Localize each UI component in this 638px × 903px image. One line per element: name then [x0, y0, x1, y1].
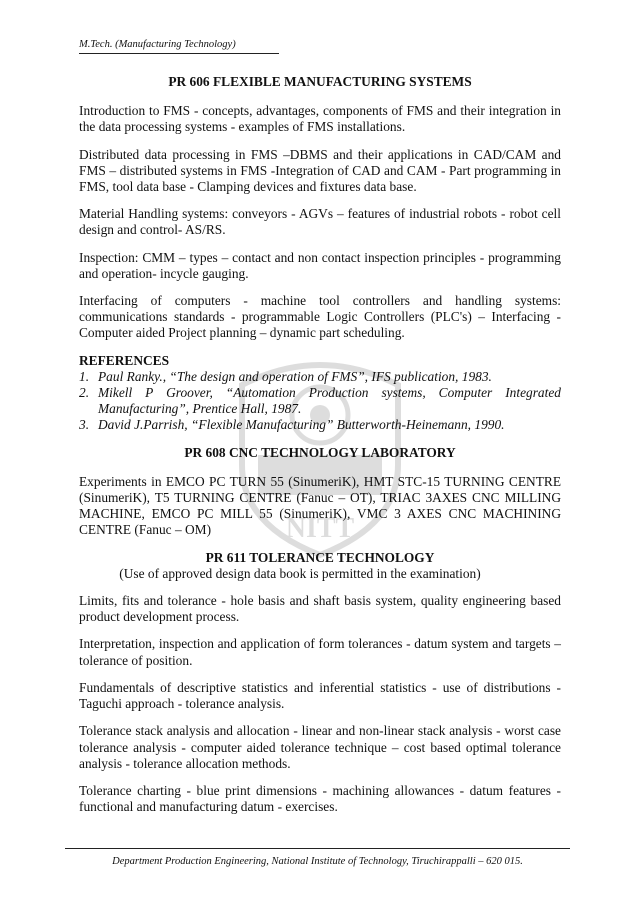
paragraph: Interfacing of computers - machine tool controllers and handling systems: communications standards - programmable Logic Controllers (PLC's) – Interfacing - Computer aided Project planning – dynamic part scheduling. [79, 293, 561, 341]
course-title-pr611: PR 611 TOLERANCE TECHNOLOGY [205, 549, 435, 565]
paragraph: Tolerance charting - blue print dimensions - machining allowances - datum features - functional and manufacturing datum - exercises. [79, 782, 561, 815]
page-header: M.Tech. (Manufacturing Technology) [79, 38, 279, 54]
paragraph: Limits, fits and tolerance - hole basis and shaft basis system, quality engineering based product development process. [79, 593, 561, 625]
paragraph: Interpretation, inspection and application of form tolerances - datum system and targets – tolerance of position. [79, 636, 561, 668]
references-list [79, 369, 561, 434]
reference-item [79, 385, 561, 417]
references-heading: REFERENCES [79, 352, 170, 368]
reference-number: 2. [79, 385, 90, 401]
reference-item [79, 369, 561, 385]
paragraph: Experiments in EMCO PC TURN 55 (SinumeriK), HMT STC-15 TURNING CENTRE (SinumeriK), T5 TURNING CENTRE (Fanuc – OT), TRIAC 3AXES CNC MILLING MACHINE, EMCO PC MILL 55 (SinumeriK), VMC 3 AXES CNC MACHINING CENTRE (Fanuc – OM) [79, 473, 561, 538]
emblem-text: NITT [285, 513, 355, 544]
course-title-pr608: PR 608 CNC TECHNOLOGY LABORATORY [184, 444, 456, 460]
paragraph: Distributed data processing in FMS –DBMS and their applications in CAD/CAM and FMS – distributed systems in FMS -Integration of CAD and CAM - Part programming in FMS, tool data base - Clamping devices and fixtures data base. [79, 146, 561, 195]
reference-text: Paul Ranky., “The design and operation of FMS”, IFS publication, 1983. [98, 368, 492, 384]
paragraph: Material Handling systems: conveyors - AGVs – features of industrial robots - robot cell design and control- AS/RS. [79, 206, 561, 238]
page-footer: Department Production Engineering, National Institute of Technology, Tiruchirappalli – 620 015. [65, 848, 570, 868]
reference-item [79, 417, 561, 433]
paragraph: Tolerance stack analysis and allocation - linear and non-linear stack analysis - worst case tolerance analysis - computer aided tolerance technique – cost based optimal tolerance analysis - tolerance allocation methods. [79, 723, 561, 771]
paragraph: Inspection: CMM – types – contact and non contact inspection principles - programming and operation- incycle gauging. [79, 249, 561, 281]
paragraph: Introduction to FMS - concepts, advantages, components of FMS and their integration in the data processing systems - examples of FMS installations. [79, 103, 561, 135]
paragraph: Fundamentals of descriptive statistics and inferential statistics - use of distributions - Taguchi approach - tolerance analysis. [79, 679, 561, 712]
course-note: (Use of approved design data book is permitted in the examination) [119, 565, 481, 581]
reference-number: 3. [79, 417, 90, 433]
syllabus-content [79, 74, 561, 826]
course-title-pr606: PR 606 FLEXIBLE MANUFACTURING SYSTEMS [168, 74, 472, 89]
reference-text: David J.Parrish, “Flexible Manufacturing” Butterworth-Heinemann, 1990. [98, 417, 505, 433]
reference-text: Mikell P Groover, “Automation Production systems, Computer Integrated Manufacturing”, Prentice Hall, 1987. [98, 385, 561, 417]
reference-number: 1. [79, 368, 90, 384]
